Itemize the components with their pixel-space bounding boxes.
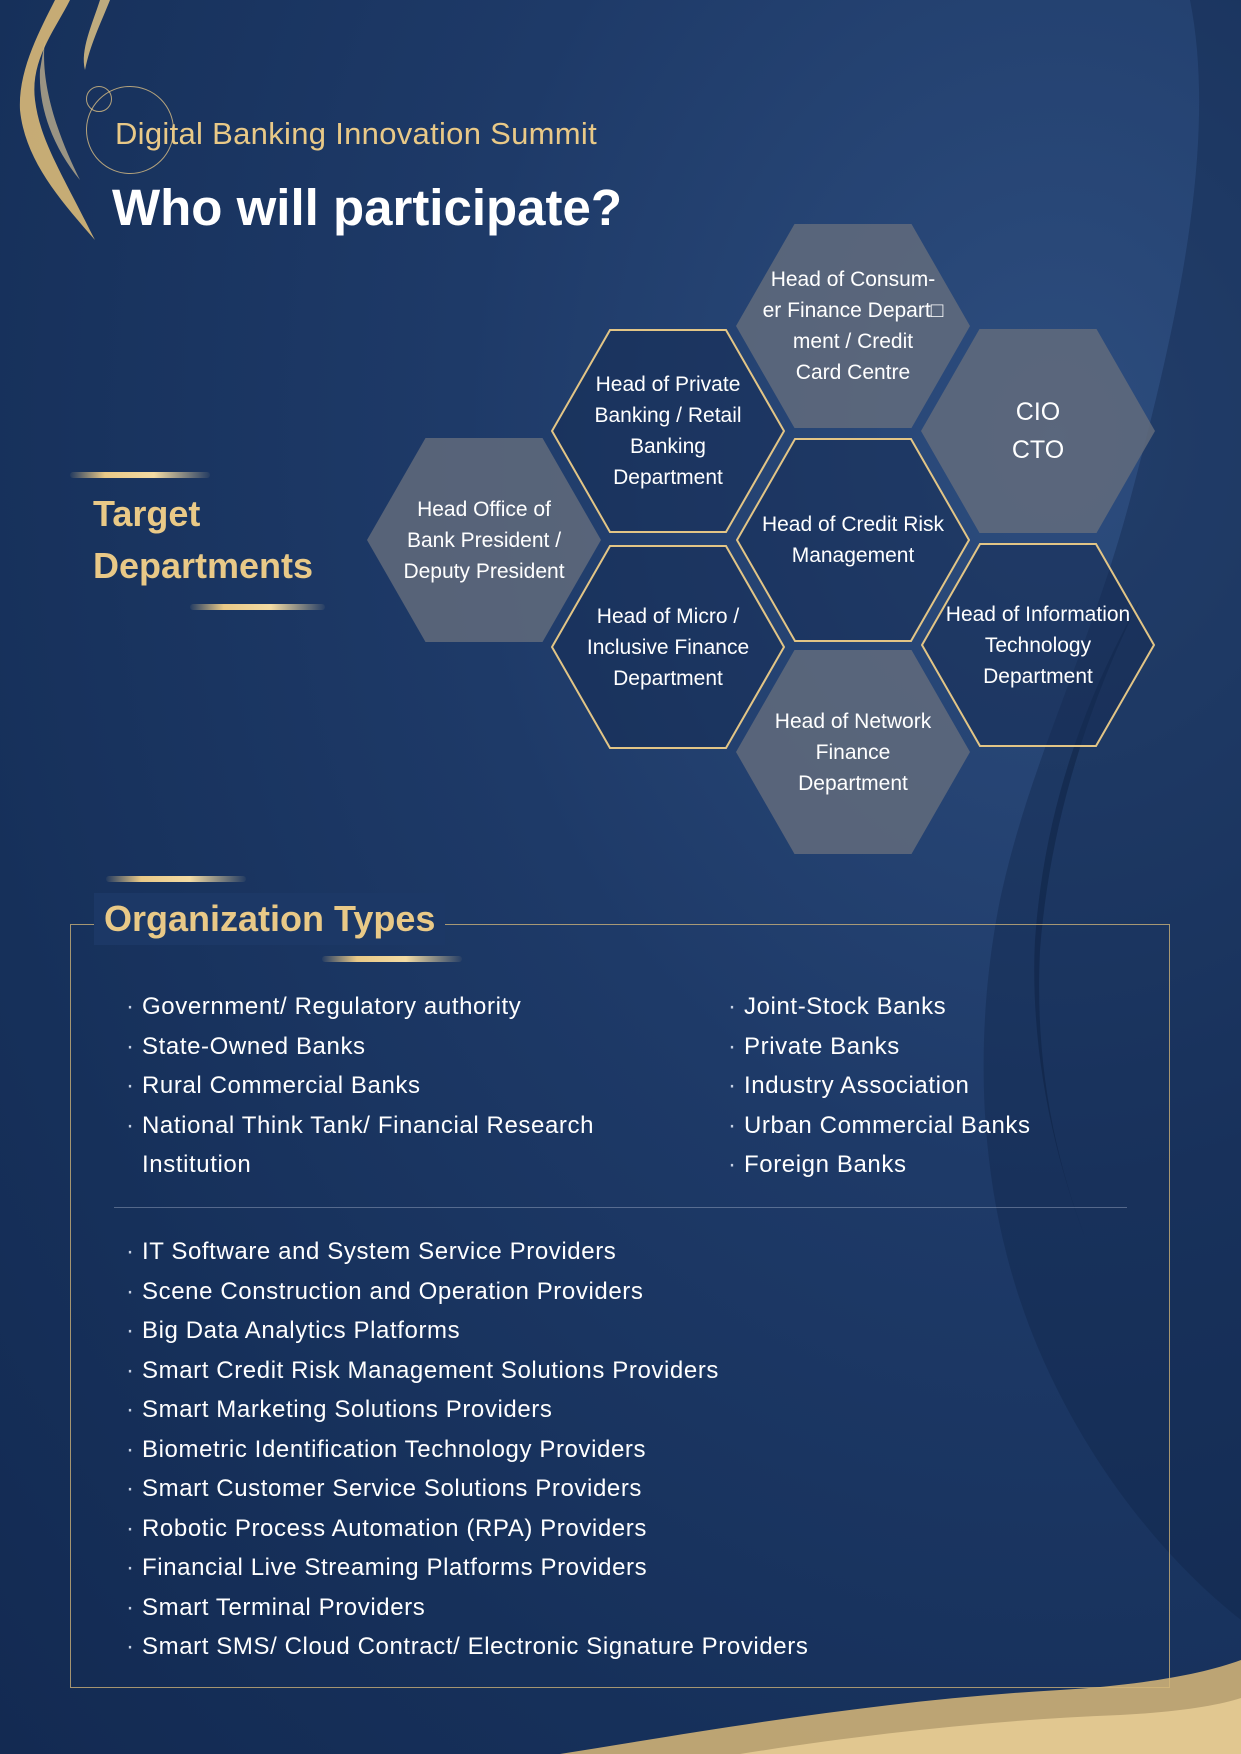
bullet-dot: · (126, 1277, 135, 1305)
list-item-label: Foreign Banks (744, 1151, 907, 1178)
list-item (728, 1145, 1031, 1185)
organization-list-right (728, 987, 1031, 1185)
hex-micro-inclusive-finance-label: Head of Micro / Inclusive Finance Department (586, 604, 750, 690)
hex-cio-cto-label: CIO CTO (1011, 398, 1065, 464)
list-item-label: National Think Tank/ Financial Research (142, 1111, 595, 1139)
hex-head-office-president-label: Head Office of Bank President / Deputy President (403, 497, 565, 583)
list-item (126, 1106, 594, 1146)
list-item (126, 1588, 808, 1628)
list-item-label: Industry Association (744, 1072, 970, 1099)
bullet-dot: · (126, 1396, 135, 1423)
bullet-dot: · (126, 1435, 135, 1463)
list-item (728, 1066, 1031, 1106)
hex-consumer-finance-label: Head of Consum- er Finance Depart□ ment / Credit Card Centre (762, 268, 944, 384)
bullet-dot: · (126, 1238, 135, 1265)
list-item-label: Financial Live Streaming Platforms Providers (142, 1554, 648, 1581)
gold-accent-line (190, 604, 325, 610)
list-item (126, 1548, 808, 1588)
bullet-dot: · (126, 1514, 135, 1542)
list-item (126, 1272, 808, 1312)
bullet-dot: · (728, 993, 737, 1020)
gold-accent-line (70, 472, 210, 478)
list-item (126, 1232, 808, 1272)
list-item (126, 1469, 808, 1509)
list-item (126, 1627, 808, 1667)
bullet-dot: · (126, 1633, 135, 1660)
list-item (126, 987, 594, 1027)
target-departments-title-line1: Target (93, 493, 201, 534)
bullet-dot: · (126, 1072, 135, 1099)
hex-information-technology (921, 543, 1155, 747)
bullet-dot: · (126, 1111, 135, 1139)
event-name: Digital Banking Innovation Summit (115, 116, 598, 151)
hex-network-finance-label: Head of Network Finance Department (774, 709, 932, 795)
provider-list (126, 1232, 808, 1667)
hex-cio-cto (921, 329, 1155, 533)
list-item-label: Biometric Identification Technology Providers (142, 1435, 647, 1463)
hex-credit-risk-label: Head of Credit Risk Management (761, 513, 945, 567)
list-item-label: Urban Commercial Banks (744, 1111, 1031, 1139)
list-item-label: Joint-Stock Banks (744, 993, 947, 1020)
bullet-dot: · (126, 1032, 135, 1060)
list-item-label: Smart Marketing Solutions Providers (142, 1396, 553, 1423)
list-item (728, 1106, 1031, 1146)
bullet-dot: · (126, 1475, 135, 1502)
bullet-dot: · (126, 1356, 135, 1384)
list-item-label: Smart Credit Risk Management Solutions Providers (142, 1356, 720, 1384)
bullet-dot: · (126, 1593, 135, 1621)
list-item-label: State-Owned Banks (142, 1032, 366, 1060)
list-item (126, 1311, 808, 1351)
gold-accent-line (106, 876, 246, 882)
target-departments-title (93, 488, 313, 592)
list-item (126, 1351, 808, 1391)
list-item-label: Private Banks (744, 1032, 900, 1060)
bullet-dot: · (728, 1072, 737, 1099)
list-item-label: Smart SMS/ Cloud Contract/ Electronic Signature Providers (142, 1633, 809, 1660)
hex-private-retail-banking-label: Head of Private Banking / Retail Banking Department (594, 373, 742, 489)
organization-list-left (126, 987, 594, 1185)
list-item-label: Scene Construction and Operation Providers (142, 1277, 644, 1305)
organization-types-title: Organization Types (94, 893, 445, 945)
bullet-dot: · (728, 1032, 737, 1060)
list-item-label: Smart Terminal Providers (142, 1593, 426, 1621)
list-item (126, 1027, 594, 1067)
list-item (126, 1066, 594, 1106)
list-item-label: Institution (142, 1151, 252, 1178)
bullet-dot: · (728, 1111, 737, 1139)
list-item-label: Rural Commercial Banks (142, 1072, 421, 1099)
hex-information-technology-label: Head of Information Technology Department (945, 602, 1131, 688)
list-item (126, 1509, 808, 1549)
list-divider (114, 1207, 1127, 1208)
bullet-dot: · (126, 1554, 135, 1581)
list-item-label: IT Software and System Service Providers (142, 1238, 617, 1265)
target-departments-title-line2: Departments (93, 545, 314, 586)
list-item (728, 987, 1031, 1027)
bullet-dot: · (126, 1317, 135, 1344)
bullet-dot: · (126, 993, 135, 1020)
list-item-label: Big Data Analytics Platforms (142, 1317, 461, 1344)
list-item (126, 1145, 594, 1185)
bullet-dot: · (728, 1151, 737, 1178)
list-item-label: Government/ Regulatory authority (142, 993, 522, 1020)
list-item-label: Smart Customer Service Solutions Providers (142, 1475, 643, 1502)
list-item (126, 1390, 808, 1430)
list-item (126, 1430, 808, 1470)
decorative-small-ring (86, 86, 112, 112)
list-item (728, 1027, 1031, 1067)
list-item-label: Robotic Process Automation (RPA) Providers (142, 1514, 647, 1542)
gold-accent-line (322, 956, 462, 962)
page-title: Who will participate? (112, 179, 623, 236)
